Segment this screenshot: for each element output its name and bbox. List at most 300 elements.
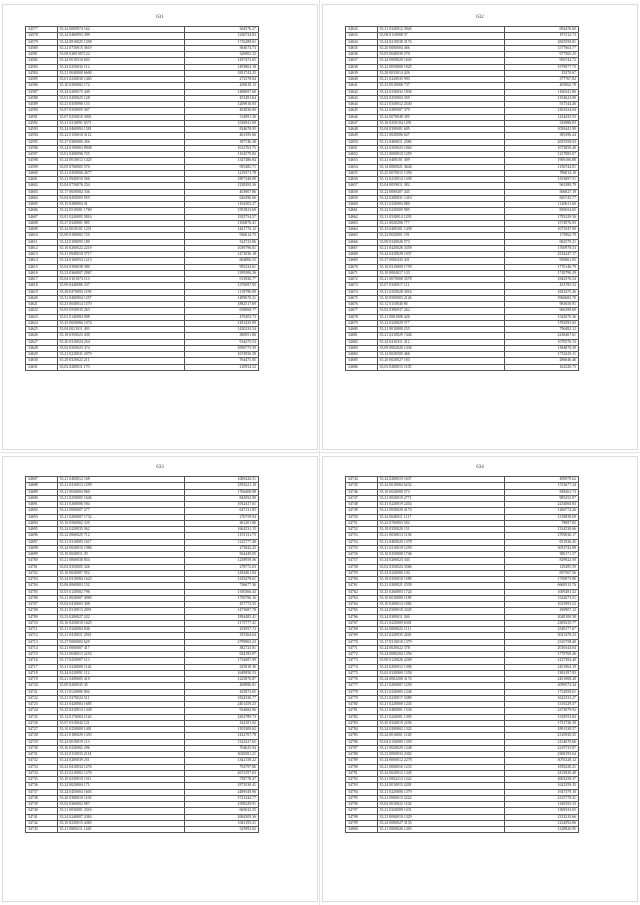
amount-cell: 1163579.82 — [184, 152, 258, 158]
amount-cell: 382723.81 — [184, 645, 258, 651]
amount-cell: 425072.65 — [184, 689, 258, 695]
amount-cell: 1674956.39 — [184, 352, 258, 358]
amount-cell: 1536941.69 — [184, 120, 258, 126]
account-code-cell: 35.21 0000007 417 — [57, 645, 184, 651]
row-index-cell: 34596 — [26, 145, 58, 151]
amount-cell: 2373079.92 — [504, 708, 578, 714]
account-code-cell: 35.21 0000026 1203 — [377, 827, 504, 833]
row-index-cell: 34734 — [26, 770, 58, 776]
account-code-cell: 35.17 0310010 1379 — [377, 639, 504, 645]
account-code-cell: 35.27 0000435 431 — [377, 258, 504, 264]
row-index-cell: 34665 — [346, 233, 378, 239]
row-index-cell: 34779 — [346, 695, 378, 701]
amount-cell: 1234592.86 — [504, 820, 578, 826]
row-index-cell: 34708 — [26, 608, 58, 614]
account-code-cell: 35.24 0000204 1356 — [377, 652, 504, 658]
amount-cell: 1335478.61 — [184, 577, 258, 583]
row-index-cell: 34581 — [26, 52, 58, 58]
account-code-cell: 35.18 0350010 1589 — [377, 577, 504, 583]
amount-cell: 2308195.64 — [504, 752, 578, 758]
amount-cell: 1420235.54 — [184, 327, 258, 333]
row-index-cell: 34638 — [346, 64, 378, 70]
account-code-cell: 35.24 0200023 343 — [377, 558, 504, 564]
amount-cell: 764475.85 — [184, 358, 258, 364]
row-index-cell: 34707 — [26, 602, 58, 608]
account-code-cell: 35.21 0030013 1136 — [377, 533, 504, 539]
amount-cell: 2003258.37 — [504, 777, 578, 783]
account-code-cell: 35.20 0020027 183 — [377, 358, 504, 364]
row-index-cell: 34704 — [26, 583, 58, 589]
row-index-cell: 34788 — [346, 752, 378, 758]
account-code-cell: 35.10 0020007 952 — [57, 570, 184, 576]
account-code-cell: 35.21 0400020 1378 — [377, 539, 504, 545]
account-code-cell: 35.24 0002208 3174 — [377, 677, 504, 683]
amount-cell: 1399306.26 — [184, 270, 258, 276]
amount-cell: 1106876.41 — [184, 220, 258, 226]
account-code-cell: 35.02 0250004 359 — [377, 95, 504, 101]
account-code-cell: 35.24 0020010 1986 — [57, 545, 184, 551]
account-code-cell: 35.24 0350023 1064 — [377, 145, 504, 151]
row-index-cell: 34784 — [346, 727, 378, 733]
account-code-cell: 35.09 0200035 45 — [57, 683, 184, 689]
amount-cell: 1225876.87 — [184, 677, 258, 683]
amount-cell: 525993.82 — [184, 827, 258, 833]
row-index-cell: 34770 — [346, 639, 378, 645]
amount-cell: 2254060.83 — [504, 502, 578, 508]
row-index-cell: 34766 — [346, 614, 378, 620]
amount-cell: 405062.78 — [504, 83, 578, 89]
row-index-cell: 34698 — [26, 545, 58, 551]
row-index-cell: 34629 — [26, 352, 58, 358]
amount-cell: 794797.86 — [184, 764, 258, 770]
row-index-cell: 34679 — [346, 320, 378, 326]
amount-cell: 2048100.58 — [504, 614, 578, 620]
account-code-cell: 35.21 0420026 3359 — [377, 245, 504, 251]
row-index-cell: 34669 — [346, 258, 378, 264]
amount-cell: 1234435.55 — [504, 114, 578, 120]
account-code-cell: 35.23 0010006 737 — [377, 83, 504, 89]
amount-cell: 1821743.25 — [184, 70, 258, 76]
amount-cell: 1622333.27 — [504, 695, 578, 701]
account-code-cell: 35.10 0500003 2126 — [377, 295, 504, 301]
amount-cell: 658068.77 — [184, 308, 258, 314]
account-code-cell: 35.23 0410034 1276 — [57, 764, 184, 770]
row-index-cell: 34783 — [346, 720, 378, 726]
account-code-cell: 35.24 0010012 1425 — [57, 158, 184, 164]
row-index-cell: 34609 — [26, 227, 58, 233]
amount-cell: 1493804.18 — [184, 64, 258, 70]
page-frame-633 — [2, 456, 318, 902]
account-code-cell: 35.21 0000007 277 — [57, 508, 184, 514]
account-code-cell: 35.24 0000974 162 — [57, 27, 184, 33]
amount-cell: 977565.25 — [504, 52, 578, 58]
row-index-cell: 34640 — [346, 77, 378, 83]
account-code-cell: 35.24 0070048 395 — [377, 114, 504, 120]
amount-cell: 796482.12 — [504, 327, 578, 333]
account-code-cell: 35.27 0320001 985 — [57, 220, 184, 226]
row-index-cell: 34662 — [346, 214, 378, 220]
row-index-cell: 34772 — [346, 652, 378, 658]
amount-cell: 1579977.75 — [504, 64, 578, 70]
table-row — [346, 364, 579, 370]
row-index-cell: 34789 — [346, 758, 378, 764]
row-index-cell: 34603 — [26, 189, 58, 195]
account-code-cell: 35.21 0000211 1445 — [57, 827, 184, 833]
account-code-cell: 35.21 0000013 2222 — [377, 795, 504, 801]
account-code-cell: 35.04 0750076 254 — [57, 183, 184, 189]
amount-cell: 3053742.98 — [504, 545, 578, 551]
row-index-cell: 34716 — [26, 658, 58, 664]
amount-cell: 1750875.80 — [504, 577, 578, 583]
account-code-cell: 35.22 0060025 712 — [57, 533, 184, 539]
row-index-cell: 34688 — [26, 483, 58, 489]
amount-cell: 2184461.84 — [184, 570, 258, 576]
amount-cell: 499979.62 — [504, 477, 578, 483]
amount-cell: 1488697.60 — [184, 89, 258, 95]
account-code-cell: 35.09 0002026 1436 — [377, 345, 504, 351]
row-index-cell: 34582 — [26, 58, 58, 64]
amount-cell: 2549177.67 — [504, 627, 578, 633]
amount-cell: 2401459.23 — [184, 702, 258, 708]
amount-cell: 1441776.12 — [184, 227, 258, 233]
row-index-cell: 34649 — [346, 133, 378, 139]
amount-cell: 129285.59 — [504, 564, 578, 570]
amount-cell: 1529553.84 — [504, 714, 578, 720]
amount-cell: 2451908.28 — [504, 677, 578, 683]
account-code-cell: 35.09 0330026 573 — [377, 239, 504, 245]
account-code-cell: 35.21 0220009 6301 — [377, 620, 504, 626]
row-index-cell: 34647 — [346, 120, 378, 126]
amount-cell: 2181435.09 — [184, 320, 258, 326]
amount-cell: 1347486.84 — [184, 158, 258, 164]
amount-cell: 936614.75 — [184, 233, 258, 239]
row-index-cell: 34796 — [346, 802, 378, 808]
account-code-cell: 35.10 0020011 29 — [57, 552, 184, 558]
amount-cell: 1732958.01 — [504, 689, 578, 695]
amount-cell: 704625.94 — [184, 745, 258, 751]
row-index-cell: 34720 — [26, 683, 58, 689]
amount-cell: 2825550.01 — [504, 39, 578, 45]
row-index-cell: 34724 — [26, 708, 58, 714]
amount-cell: 1612763.75 — [184, 145, 258, 151]
row-index-cell: 34749 — [346, 508, 378, 514]
page-frame-634 — [322, 456, 638, 902]
account-code-cell: 35.27 0060003 629 — [57, 639, 184, 645]
account-code-cell: 35.07 0350005 307 — [57, 108, 184, 114]
row-index-cell: 34738 — [26, 795, 58, 801]
account-code-cell: 35.21 0000010 1329 — [377, 814, 504, 820]
account-code-cell: 35.21 0220005 1246 — [377, 689, 504, 695]
amount-cell: 829922.50 — [504, 558, 578, 564]
row-index-cell: 34618 — [26, 283, 58, 289]
account-code-cell: 35.24 0810025 1358 — [57, 39, 184, 45]
amount-cell: 1384870.39 — [504, 345, 578, 351]
account-code-cell: 35.11 0120006 904 — [57, 689, 184, 695]
account-code-cell: 35.21 0750015 3619 — [57, 45, 184, 51]
row-index-cell: 34608 — [26, 220, 58, 226]
row-index-cell: 34626 — [26, 333, 58, 339]
amount-cell: 1823475.26 — [504, 289, 578, 295]
amount-cell: 429618.13 — [184, 83, 258, 89]
amount-cell: 956744.72 — [504, 58, 578, 64]
account-code-cell: 35.31 0400004 1257 — [57, 295, 184, 301]
account-code-cell: 35.10 0230015 4365 — [57, 820, 184, 826]
account-code-cell: 35.21 0210091 6571 — [57, 120, 184, 126]
row-index-cell: 34598 — [26, 158, 58, 164]
account-code-cell: 35.21 0220019 2454 — [377, 502, 504, 508]
row-index-cell: 34643 — [346, 95, 378, 101]
amount-cell: 2154070.66 — [504, 739, 578, 745]
amount-cell: 1969106.88 — [504, 158, 578, 164]
row-index-cell: 34637 — [346, 58, 378, 64]
amount-cell: 1489670.21 — [184, 295, 258, 301]
amount-cell: 210934.52 — [184, 364, 258, 370]
amount-cell: 1238959.36 — [184, 558, 258, 564]
row-index-cell: 34632 — [346, 27, 378, 33]
account-code-cell: 35.24 0450004 1603 — [57, 789, 184, 795]
amount-cell: 3721344.77 — [184, 795, 258, 801]
row-index-cell: 34733 — [26, 764, 58, 770]
account-code-cell: 35.21 0002213 1222 — [377, 777, 504, 783]
account-code-cell: 35.21 0020007 4969 — [57, 595, 184, 601]
row-index-cell: 34589 — [26, 102, 58, 108]
account-code-cell: 35.21 0220009 1142 — [57, 664, 184, 670]
account-code-cell: 35.20 0380010 1103 — [57, 795, 184, 801]
account-code-cell: 35.24 0240007 2363 — [57, 814, 184, 820]
row-index-cell: 34623 — [26, 314, 58, 320]
account-code-cell: 35.21 0940010 3717 — [57, 252, 184, 258]
amount-cell: 2709036.17 — [504, 533, 578, 539]
row-index-cell: 34799 — [346, 820, 378, 826]
row-index-cell: 34674 — [346, 289, 378, 295]
amount-cell: 2302789.73 — [184, 714, 258, 720]
account-code-cell: 35.21 0220006 1379 — [377, 789, 504, 795]
row-index-cell: 34728 — [26, 733, 58, 739]
amount-cell: 1266774.26 — [504, 508, 578, 514]
amount-cell: 844592.90 — [184, 495, 258, 501]
row-index-cell: 34723 — [26, 702, 58, 708]
row-index-cell: 34689 — [26, 489, 58, 495]
account-code-cell: 35.21 0020020 1248 — [377, 745, 504, 751]
amount-cell: 1309333.65 — [504, 808, 578, 814]
account-code-cell: 35.21 0400101 309 — [377, 158, 504, 164]
row-index-cell: 34747 — [346, 495, 378, 501]
amount-cell: 566827.18 — [504, 189, 578, 195]
row-index-cell: 34616 — [26, 270, 58, 276]
row-index-cell: 34776 — [346, 677, 378, 683]
account-code-cell: 35.10 0200014 1082 — [377, 602, 504, 608]
amount-cell: 914275.53 — [184, 339, 258, 345]
row-index-cell: 34739 — [26, 802, 58, 808]
amount-cell: 1723677.34 — [504, 483, 578, 489]
account-code-cell: 35.14 0020500 466 — [377, 352, 504, 358]
account-code-cell: 35.22 0280007 379 — [377, 108, 504, 114]
amount-cell: 820743.77 — [504, 195, 578, 201]
row-index-cell: 34778 — [346, 689, 378, 695]
account-code-cell: 35.04 0059011 382 — [377, 183, 504, 189]
account-code-cell: 35.18 0350020 151 — [377, 527, 504, 533]
account-code-cell: 35.04 0101073 113 — [57, 277, 184, 283]
amount-cell: 1319229.57 — [504, 702, 578, 708]
account-code-cell: 35.12 0170004 1126 — [57, 714, 184, 720]
amount-cell: 1662531.15 — [184, 527, 258, 533]
amount-cell: 1160341.86 — [504, 89, 578, 95]
amount-cell: 324181.02 — [184, 720, 258, 726]
row-index-cell: 34702 — [26, 570, 58, 576]
account-code-cell: 35.21 0320012 3926 — [377, 27, 504, 33]
account-code-cell: 35.21 0410011 2561 — [57, 633, 184, 639]
amount-cell: 1615993.52 — [504, 602, 578, 608]
account-code-cell: 35.23 0210002 1276 — [57, 770, 184, 776]
amount-cell: 664866.55 — [184, 258, 258, 264]
amount-cell: 325818.36 — [184, 664, 258, 670]
row-index-cell: 34577 — [26, 27, 58, 33]
amount-cell: 2489549.96 — [184, 789, 258, 795]
row-index-cell: 34633 — [346, 33, 378, 39]
amount-cell: 1542073.51 — [504, 595, 578, 601]
amount-cell: 6669515.76 — [504, 583, 578, 589]
account-code-cell: 35.21 0220035 4201 — [377, 633, 504, 639]
row-index-cell: 34619 — [26, 289, 58, 295]
account-code-cell: 35.23 0230000 985 — [377, 208, 504, 214]
row-index-cell: 34705 — [26, 589, 58, 595]
amount-cell: 380171.37 — [504, 552, 578, 558]
amount-cell: 2309235.77 — [504, 620, 578, 626]
amount-cell: 1303197.83 — [504, 670, 578, 676]
amount-cell: 934684.96 — [184, 708, 258, 714]
account-code-cell: 35.21 0210018 1259 — [377, 545, 504, 551]
row-index-cell: 34648 — [346, 127, 378, 133]
row-index-cell: 34764 — [346, 602, 378, 608]
amount-cell: 2315778.41 — [504, 795, 578, 801]
row-index-cell: 34586 — [26, 83, 58, 89]
amount-cell: 2672197.63 — [184, 770, 258, 776]
row-index-cell: 34722 — [26, 695, 58, 701]
amount-cell: 1932417.61 — [184, 502, 258, 508]
row-index-cell: 34583 — [26, 64, 58, 70]
account-code-cell: 35.24 0300011 346 — [377, 614, 504, 620]
account-code-cell: 35.01 0140084 908 — [57, 314, 184, 320]
account-code-cell: 35.09 0180002 725 — [57, 233, 184, 239]
amount-cell: 1118790.09 — [184, 289, 258, 295]
row-index-cell: 34727 — [26, 727, 58, 733]
amount-cell: 665632.55 — [184, 808, 258, 814]
row-index-cell: 34771 — [346, 645, 378, 651]
row-index-cell: 34777 — [346, 683, 378, 689]
row-index-cell: 34712 — [26, 633, 58, 639]
page-number: 632 — [476, 15, 484, 20]
amount-cell: 1070576.13 — [504, 339, 578, 345]
row-index-cell: 34682 — [346, 339, 378, 345]
row-index-cell: 34713 — [26, 639, 58, 645]
row-index-cell: 34761 — [346, 583, 378, 589]
row-index-cell: 34740 — [26, 808, 58, 814]
account-code-cell: 35.02 0320000 1558 — [377, 670, 504, 676]
amount-cell: 838261.73 — [504, 489, 578, 495]
row-index-cell: 34765 — [346, 608, 378, 614]
amount-cell: 1432707.78 — [184, 733, 258, 739]
account-code-cell: 35.21 0250028 3016 — [377, 289, 504, 295]
amount-cell: 453491.64 — [184, 95, 258, 101]
amount-cell: 2684309.36 — [184, 814, 258, 820]
amount-cell: 326902.32 — [184, 52, 258, 58]
account-code-cell: 35.24 0040011 1117 — [377, 514, 504, 520]
row-index-cell: 34668 — [346, 252, 378, 258]
amount-cell: 834678.95 — [184, 127, 258, 133]
amount-cell: 1824336.77 — [184, 695, 258, 701]
account-code-cell: 35.02 0280011 170 — [57, 364, 184, 370]
amount-cell: 386951.86 — [184, 333, 258, 339]
row-index-cell: 34785 — [346, 733, 378, 739]
account-code-cell: 35.21 0220000 1245 — [377, 702, 504, 708]
account-code-cell: 35.21 0410013 1299 — [57, 483, 184, 489]
row-index-cell: 34731 — [26, 752, 58, 758]
amount-cell: 286646.46 — [504, 358, 578, 364]
amount-cell: 736677.36 — [184, 583, 258, 589]
row-index-cell: 34773 — [346, 658, 378, 664]
row-index-cell: 34653 — [346, 158, 378, 164]
account-code-cell: 35.05 0550035 263 — [57, 308, 184, 314]
amount-cell: 1760978.53 — [504, 245, 578, 251]
amount-cell: 78697.82 — [504, 520, 578, 526]
amount-cell: 1191131.75 — [184, 533, 258, 539]
row-index-cell: 34686 — [346, 364, 378, 370]
account-code-cell: 35.03 0120002 796 — [57, 589, 184, 595]
row-index-cell: 34663 — [346, 220, 378, 226]
row-index-cell: 34621 — [26, 302, 58, 308]
account-code-cell: 35.16 0220002 296 — [57, 745, 184, 751]
row-index-cell: 34651 — [346, 145, 378, 151]
row-index-cell: 34748 — [346, 502, 378, 508]
account-code-cell: 35.24 0020022 378 — [377, 645, 504, 651]
row-index-cell: 34587 — [26, 89, 58, 95]
amount-cell: 3021478.23 — [504, 633, 578, 639]
account-code-cell: 35.24 0160054 1213 — [57, 258, 184, 264]
amount-cell: 1542070.36 — [504, 314, 578, 320]
amount-cell: 2127394.40 — [504, 658, 578, 664]
amount-cell: 647131.85 — [184, 508, 258, 514]
account-code-cell: 35.21 0940010 566 — [57, 177, 184, 183]
account-code-cell: 35.10 0020000 573 — [377, 489, 504, 495]
amount-cell: 433785.52 — [504, 283, 578, 289]
account-code-cell: 35.23 0360007 2967 — [57, 270, 184, 276]
row-index-cell: 34751 — [346, 520, 378, 526]
account-code-cell: 35.21 0200005 419 — [57, 677, 184, 683]
row-index-cell: 34701 — [26, 564, 58, 570]
account-code-cell: 35.21 0030004 860 — [57, 489, 184, 495]
row-index-cell: 34755 — [346, 545, 378, 551]
row-index-cell: 34652 — [346, 152, 378, 158]
account-code-cell: 35.24 0200039 251 — [57, 758, 184, 764]
amount-cell: 1349355.33 — [504, 802, 578, 808]
row-index-cell: 34641 — [346, 83, 378, 89]
row-index-cell: 34750 — [346, 514, 378, 520]
amount-cell: 995234.61 — [184, 264, 258, 270]
row-index-cell: 34710 — [26, 620, 58, 626]
account-code-cell: 35.25 0260003 1724 — [377, 589, 504, 595]
amount-cell: 479203.73 — [184, 314, 258, 320]
row-index-cell: 34660 — [346, 202, 378, 208]
account-code-cell: 35.21 0030001 3316 — [57, 808, 184, 814]
account-code-cell: 35.21 0320009 1331 — [377, 808, 504, 814]
account-code-cell: 35.24 0010015 2201 — [377, 783, 504, 789]
account-code-cell: 35.24 0020012 1345 — [377, 770, 504, 776]
account-code-cell: 35.22 0320029 577 — [377, 320, 504, 326]
row-index-cell: 34794 — [346, 789, 378, 795]
row-index-cell: 34590 — [26, 108, 58, 114]
amount-cell: 697567.56 — [504, 570, 578, 576]
account-code-cell: 35.21 0320004 846 — [57, 627, 184, 633]
